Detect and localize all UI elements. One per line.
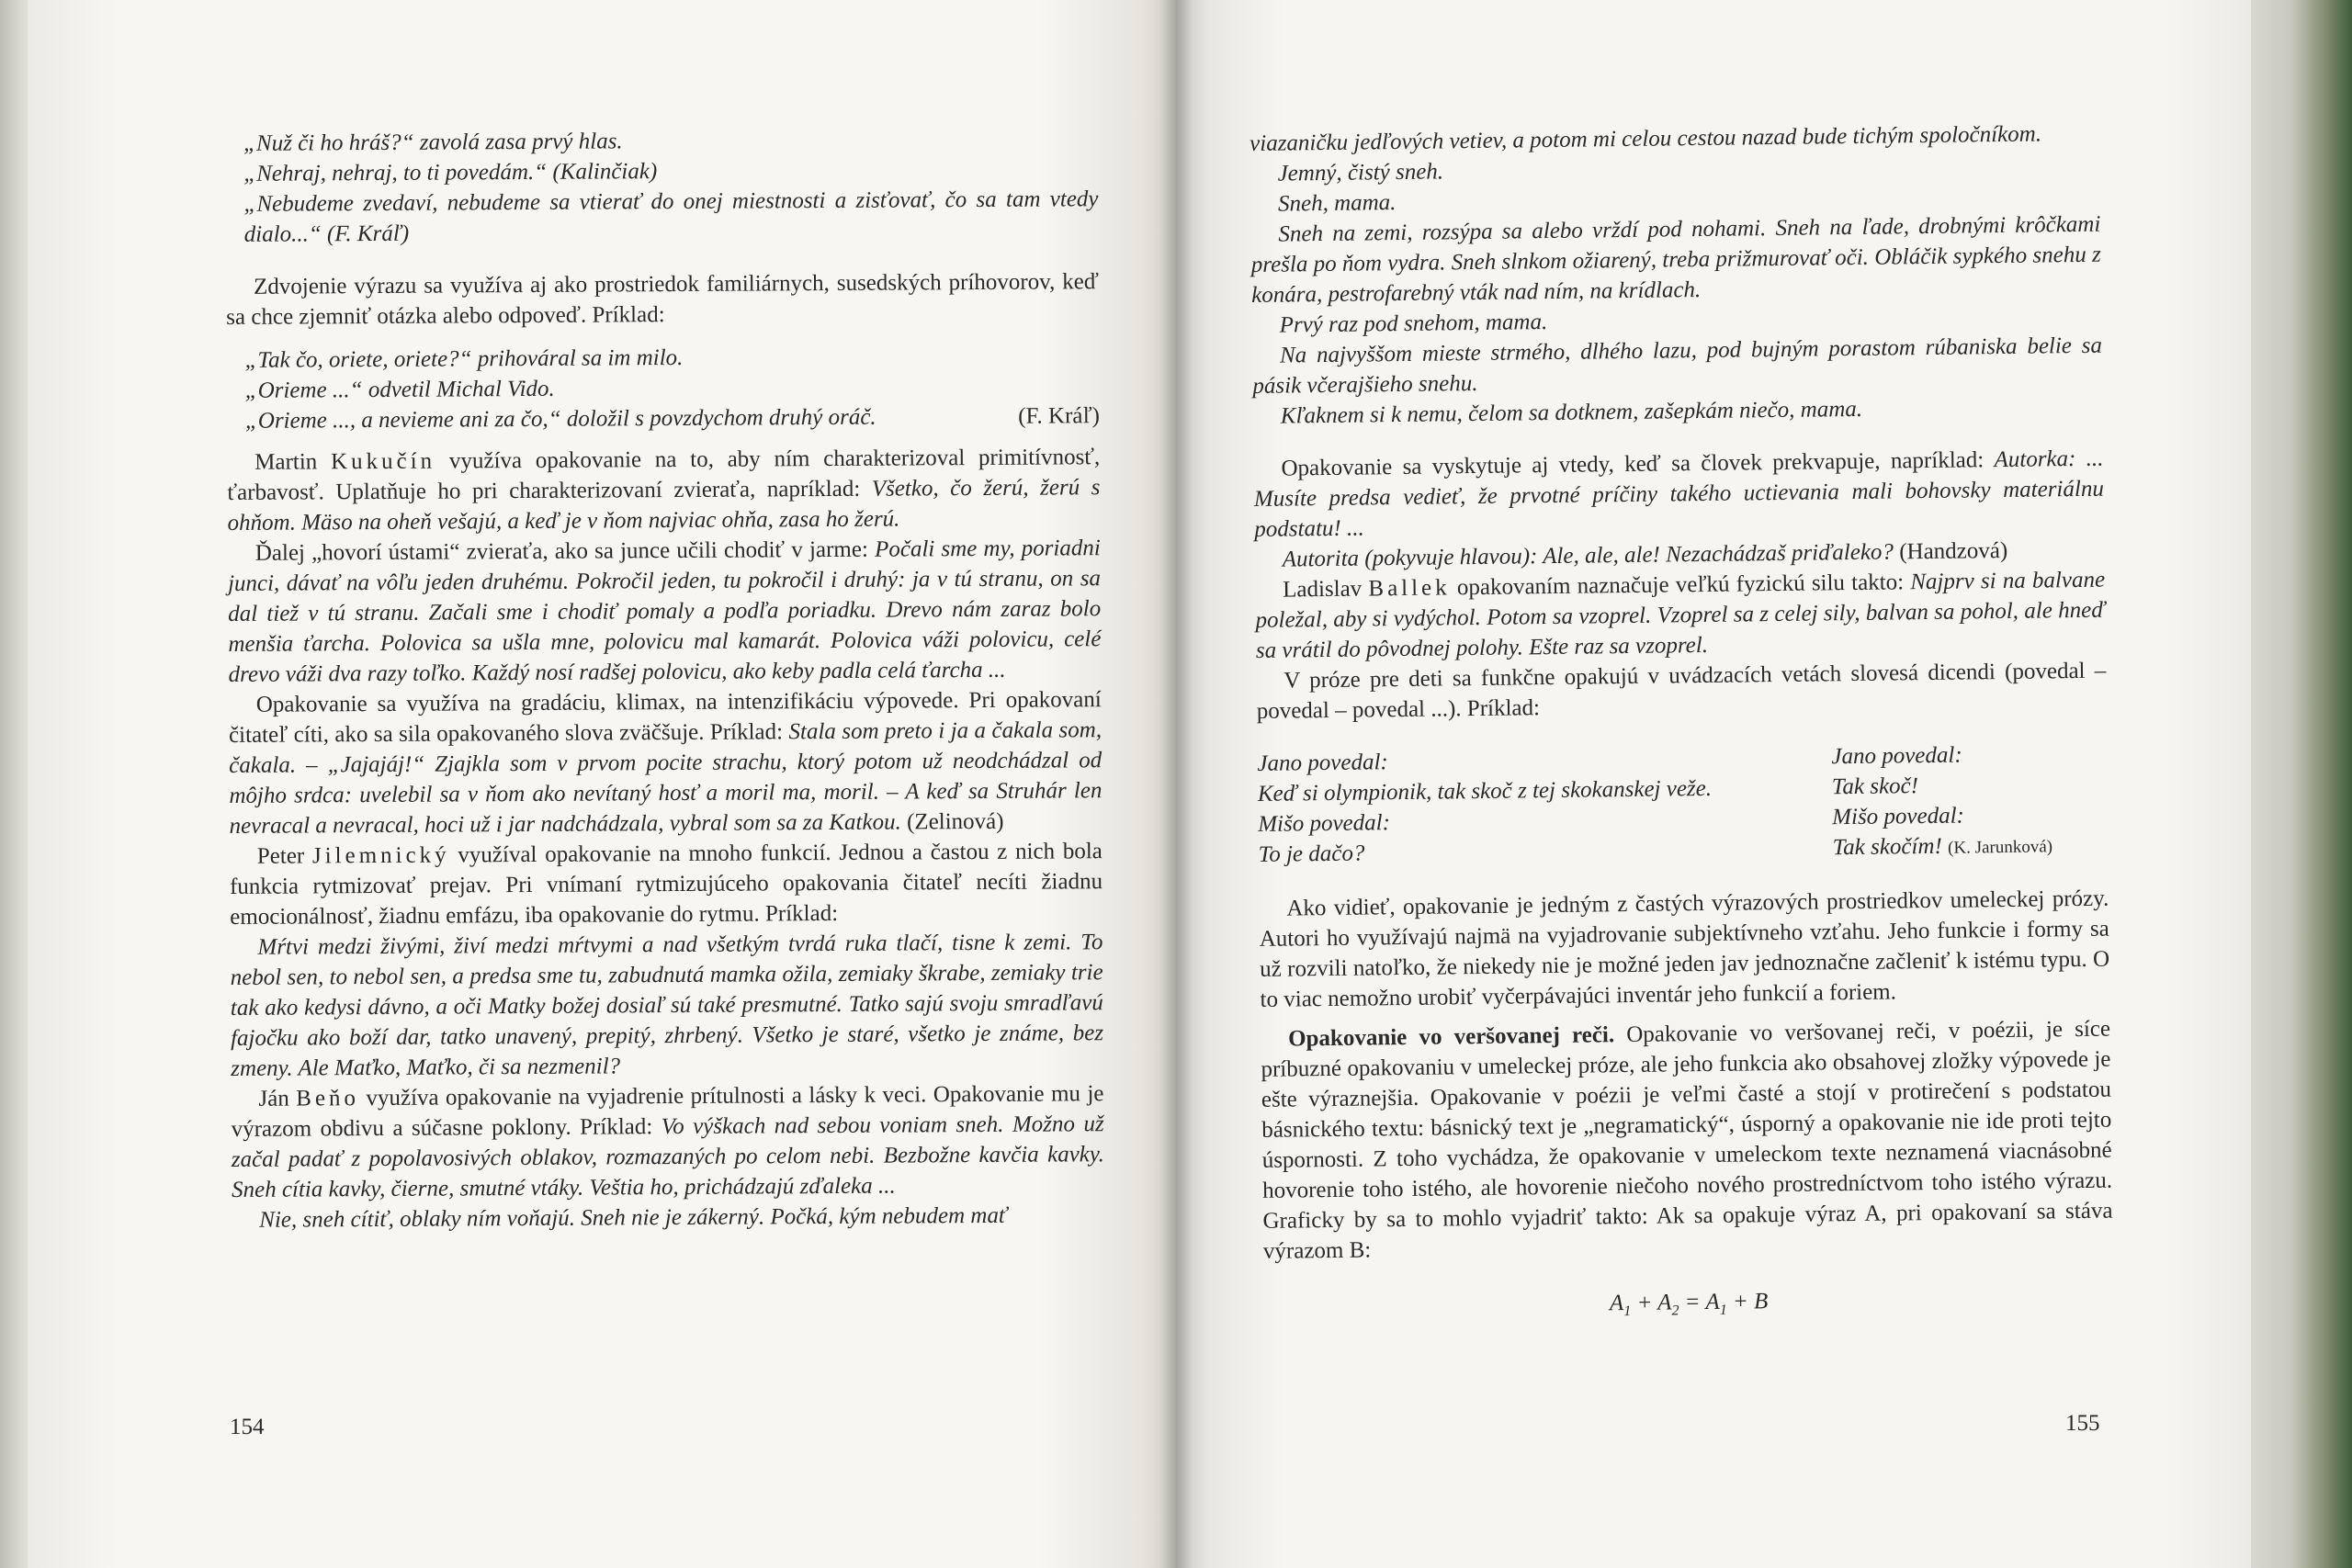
- continued-text: viazaničku jedľových vetiev, a potom mi celou cestou nazad bude tichým spoločníkom.: [1250, 121, 2042, 156]
- dialog-right: [1832, 829, 2108, 865]
- dialog-left: Mišo povedal:: [1258, 810, 1391, 837]
- right-page-text: [1250, 118, 2114, 1331]
- dialog-right: Mišo povedal:: [1832, 803, 1965, 830]
- formula-term: A: [1705, 1289, 1720, 1315]
- paragraph-dalej: [228, 533, 1102, 690]
- example-text: Vo výškach nad sebou voniam sneh. Možno už začal padať z popolavosivých oblakov, rozmazaných po celom nebi. Bezbožne kavčia kavky. Sneh cítia kavky, čierne, smutné vtáky. Veštia ho, prichádzajú zďaleka ...: [231, 1111, 1104, 1202]
- formula-op: +: [1732, 1289, 1748, 1314]
- example-text: Autorita (pokyvuje hlavou): Ale, ale, ale! Nezachádzaš priďaleko?: [1282, 539, 1894, 572]
- paragraph-text: Opakovanie sa využíva na gradáciu, klimax, na intenzifikáciu výpovede. Pri opakovaní čitateľ cíti, ako sa sila opakovaného slova zväčšuje. Príklad:: [228, 687, 1102, 748]
- author-name: Beňo: [296, 1086, 360, 1111]
- quote-line: „Tak čo, oriete, oriete?“ prihováral sa im milo.: [244, 344, 684, 373]
- dialog-left: Jano povedal:: [1257, 750, 1388, 776]
- paragraph-text: opakovaním naznačuje veľkú fyzickú silu takto:: [1456, 570, 1905, 601]
- paragraph-text: využíva opakovanie na to, aby ním charakterizoval primitívnosť, ťarbavosť. Uplatňuje ho pri charakterizovaní zvieraťa, napríklad:: [227, 445, 1101, 505]
- paragraph-deti: V próze pre deti sa funkčne opakujú v uvádzacích vetách slovesá dicendi (povedal – povedal – povedal ...). Príklad:: [1256, 658, 2107, 724]
- paragraph-text: Opakovanie vo veršovanej reči, v poézii, je síce príbuzné opakovaniu v umeleckej próze, ale jeho funkcia ako obsahovej zložky výpovede je ešte výraznejšia. Opakovanie v poézii je veľmi časté a stojí v protirečení s podstatou básnického textu: básnický text je „negramatický“, úsporný a opakovanie nie ide proti tejto úspornosti. Z toho vychádza, že opakovanie v umeleckom texte neznamená viacnásobné hovorenie toho istého, ale hovorenie niečoho nového prostredníctvom toho istého výrazu. Graficky by sa to mohlo vyjadriť takto: Ak sa opakuje výraz A, pri opakovaní sa stáva výrazom B:: [1261, 1016, 2113, 1264]
- example-text: Najprv si na balvane poležal, aby si vydýchol. Potom sa vzoprel. Vzoprel sa z celej sily, balvan sa pohol, ale hneď sa vrátil do pôvodnej polohy. Ešte raz sa vzoprel.: [1255, 567, 2106, 663]
- dialog-left: To je dačo?: [1258, 840, 1365, 867]
- quote-source: (F. Kráľ): [1018, 403, 1101, 429]
- example-text: Počali sme my, poriadni junci, dávať na vôľu jeden druhému. Pokročil jeden, tu pokročil i druhý: ja v tú stranu, on sa dal tiež v tú stranu. Začali sme i chodiť pomaly a podľa poriadku. Drevo nám zaraz bolo menšia ťarcha. Polovica sa ušla mne, polovicu mal kamarát. Polovica váži polovicu, celé drevo váži dva razy toľko. Každý nosí radšej polovicu, ako keby padla celá ťarcha ...: [227, 536, 1102, 687]
- page-number-right: 155: [2065, 1411, 2100, 1436]
- left-page-text: [225, 123, 1104, 1235]
- author-first: Peter: [256, 843, 305, 869]
- author-first: Ján: [258, 1086, 289, 1111]
- dialog-line: „Nebudeme zvedaví, nebudeme sa vtierať do onej miestnosti a zisťovať, čo sa tam vtedy dialo...“ (F. Kráľ): [243, 186, 1099, 247]
- author-first: Martin: [254, 449, 318, 475]
- paragraph-versovana: [1261, 1014, 2113, 1267]
- right-page-edges: [2251, 0, 2352, 1568]
- dialog-line: „Nuž či ho hráš?“ zavolá zasa prvý hlas.: [243, 129, 623, 156]
- paragraph-text: využíva opakovanie na vyjadrenie prítulnosti a lásky k veci. Opakovanie mu je výrazom obdivu a súčasne poklony. Príklad:: [231, 1081, 1104, 1142]
- dialog-line: „Nehraj, nehraj, to ti povedám.“ (Kalinčiak): [243, 159, 658, 186]
- paragraph-ballek: [1255, 565, 2106, 666]
- formula-sub: 1: [1623, 1303, 1632, 1320]
- author-name: Kukučín: [330, 448, 436, 475]
- section-heading: Opakovanie vo veršovanej reči.: [1287, 1022, 1615, 1052]
- formula-sub: 2: [1671, 1303, 1679, 1319]
- poem-line: Prvý raz pod snehom, mama.: [1279, 310, 1548, 338]
- dialog-right-text: Tak skočím!: [1832, 833, 1942, 861]
- author-first: Ladislav: [1282, 576, 1363, 603]
- poem-line: Jemný, čistý sneh.: [1277, 159, 1444, 186]
- paragraph-jilemnicky: [230, 836, 1103, 932]
- paragraph-text: Ďalej „hovorí ústami“ zvieraťa, ako sa junce učili chodiť v jarme:: [254, 536, 868, 566]
- paragraph-text: využíval opakovanie na mnoho funkcií. Jednou a častou z nich bola funkcia rytmizovať prejav. Pri vnímaní rytmizujúceho opakovania čitateľ necíti žiadnu emocionálnosť, žiadnu emfázu, iba opakovanie do rytmu. Príklad:: [229, 839, 1103, 930]
- example-source: (Handzová): [1899, 537, 2008, 565]
- poem-line: Sneh na zemi, rozsýpa sa alebo vrždí pod nohami. Sneh na ľade, drobnými krôčkami prešla po ňom vydra. Sneh slnkom ožiarený, treba prižmurovať oči. Obláčik sypkého snehu z konára, pestrofarebný vták nad ním, na krídlach.: [1250, 211, 2101, 308]
- formula-term: A: [1609, 1291, 1624, 1316]
- dialog-right: Jano povedal:: [1831, 742, 1962, 770]
- paragraph: Zdvojenie výrazu sa využíva aj ako prostriedok familiárnych, susedských príhovorov, keď sa chce zjemniť otázka alebo odpoveď. Príklad:: [226, 269, 1100, 330]
- poem-line: Kľaknem si k nemu, čelom sa dotknem, zašepkám niečo, mama.: [1280, 396, 1863, 429]
- example-beno-cont: Nie, sneh cítiť, oblaky ním voňajú. Sneh nie je zákerný. Počká, kým nebudem mať: [259, 1202, 1008, 1233]
- dialog-right: Tak skoč!: [1831, 773, 1919, 800]
- paragraph-prekvapuje: [1253, 444, 2104, 545]
- example-text: Všetko, čo žerú, žerú s ohňom. Mäso na oheň vešajú, a keď je v ňom najviac ohňa, zasa ho žerú.: [227, 475, 1101, 536]
- example-jilemnicky: Mŕtvi medzi živými, živí medzi mŕtvymi a nad všetkým tvrdá ruka tlačí, tisne k zemi. To nebol sen, to nebol sen, a predsa sme tu, zabudnutá mamka ožila, zemiaky škrabe, zemiaky trie tak ako kedysi dávno, a oči Matky božej dosiaľ sú také presmutné. Tatko sajú svoju smradľavú fajočku ako boží dar, tatko unavený, prepitý, zhrbený. Všetko je staré, všetko je známe, bez zmeny. Ale Maťko, Maťko, či sa nezmenil?: [230, 930, 1104, 1081]
- quote-text: „Orieme ..., a nevieme ani za čo,“ doložil s povzdychom druhý oráč.: [244, 404, 876, 434]
- example-source: (Zelinová): [906, 808, 1004, 835]
- dialog-table: [1257, 739, 2109, 872]
- paragraph-kukucin: [227, 442, 1101, 538]
- formula-op: +: [1636, 1290, 1653, 1315]
- page-number-left: 154: [230, 1415, 265, 1439]
- quote-line: „Orieme ...“ odvetil Michal Vido.: [244, 376, 555, 403]
- poem-line: Sneh, mama.: [1277, 190, 1396, 217]
- book-gutter: [1159, 0, 1193, 1568]
- formula-term: B: [1753, 1289, 1769, 1314]
- paragraph-ako-vidiet: Ako vidieť, opakovanie je jedným z častých výrazových prostriedkov umeleckej prózy. Autori ho využívajú najmä na vyjadrovanie subjektívneho vzťahu. Jeho funkcie i formy sa už rozvili natoľko, že niekedy nie je možné jeden jav jednoznačne začleniť k istému typu. O to viac nemožno urobiť vyčerpávajúci inventár jeho funkcií a foriem.: [1259, 886, 2110, 1012]
- author-name: Jilemnický: [311, 842, 450, 869]
- formula-sub: 1: [1719, 1302, 1727, 1318]
- example-text: Stala som preto i ja a čakala som, čakala. – „Jajajáj!“ Zjajkla som v prvom pocite strachu, ktorý potom už neodchádzal od môjho srdca: uvelebil sa v ňom ako nevítaný hosť a moril ma, moril. – A keď sa Struhár len nevracal a nevracal, hoci už i jar nadchádzala, vybral som sa za Katkou.: [229, 717, 1102, 839]
- dialog-left: Keď si olympionik, tak skoč z tej skokanskej veže.: [1257, 775, 1713, 807]
- paragraph-gradacia: [229, 684, 1102, 841]
- poem-line: Na najvyššom mieste strmého, dlhého lazu, pod bujným porastom rúbaniska belie sa pásik včerajšieho snehu.: [1252, 333, 2103, 399]
- paragraph-text: Opakovanie sa vyskytuje aj vtedy, keď sa človek prekvapuje, napríklad:: [1281, 447, 1984, 481]
- paragraph-beno: [231, 1078, 1104, 1205]
- formula-term: A: [1657, 1290, 1672, 1315]
- formula-op: =: [1684, 1290, 1701, 1315]
- example-text: Autorka: ... Musíte predsa vedieť, že prvotné príčiny takého uctievania mali bohovsky materiálnu podstatu! ...: [1253, 446, 2105, 542]
- author-name: Ballek: [1368, 575, 1451, 602]
- dialog-source: (K. Jarunková): [1947, 837, 2053, 858]
